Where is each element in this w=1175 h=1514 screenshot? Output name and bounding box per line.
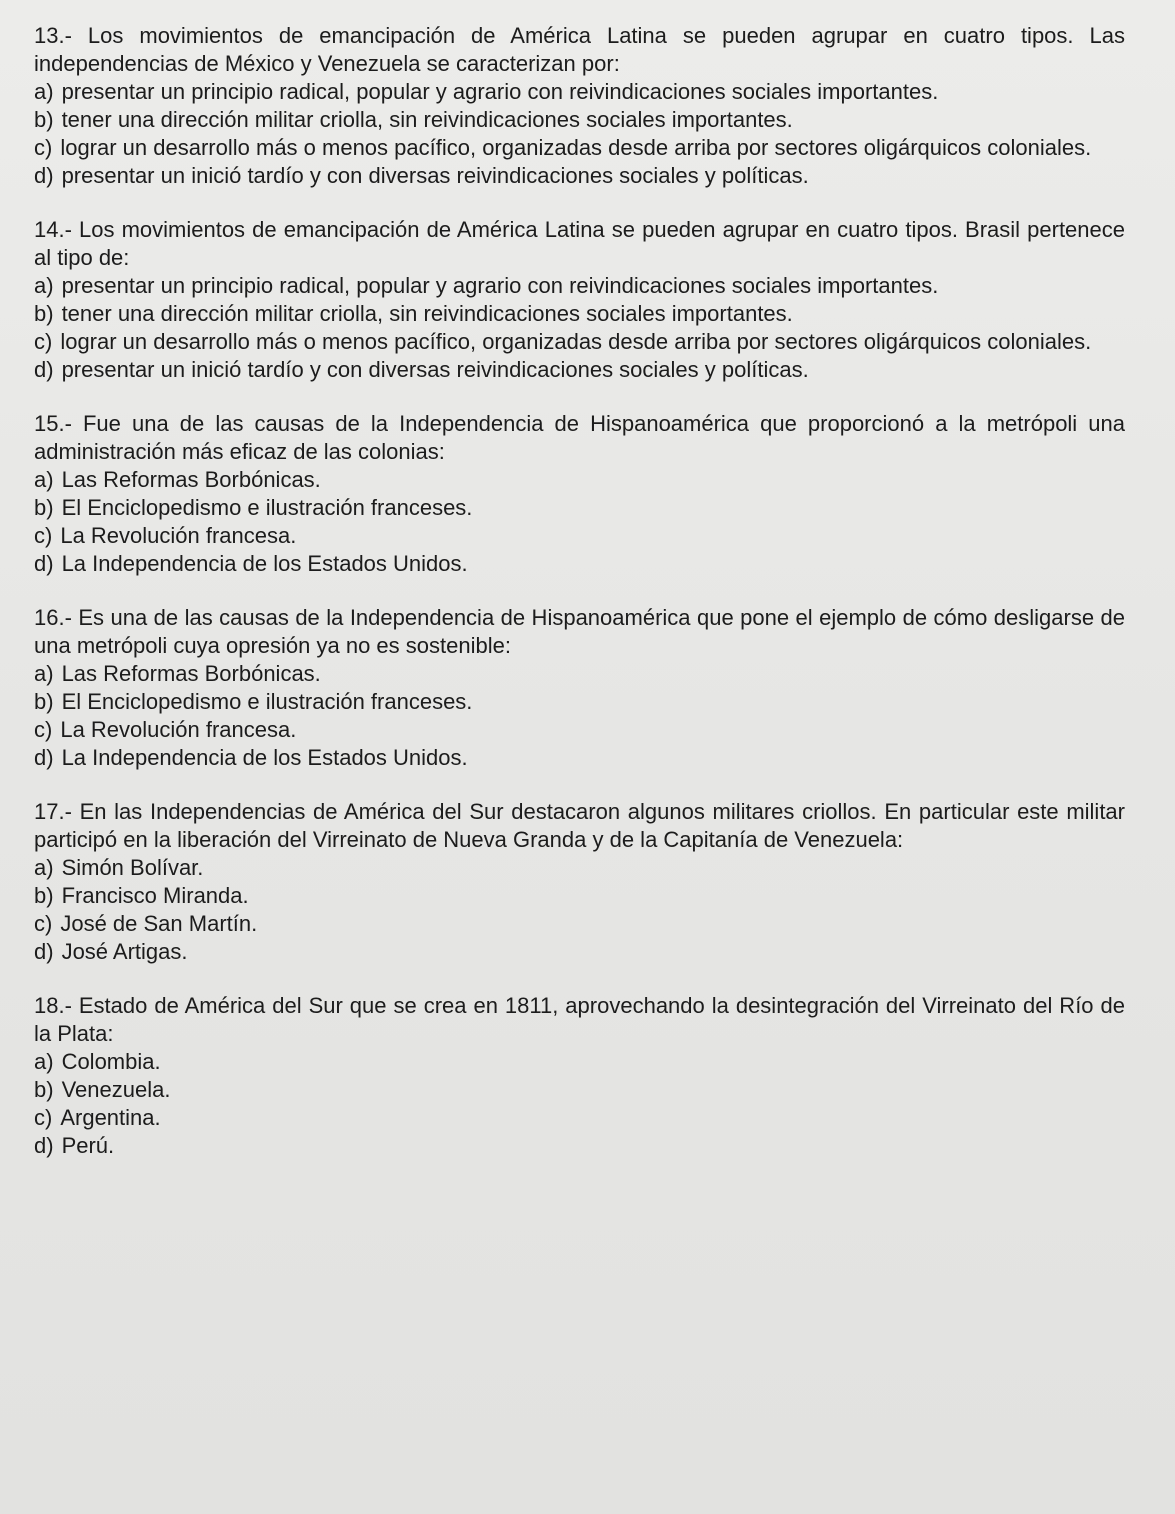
- question-15: [34, 410, 1125, 578]
- option-letter: d): [34, 163, 54, 188]
- option-text: La Revolución francesa.: [60, 717, 297, 742]
- option-letter: c): [34, 523, 53, 548]
- option-text: presentar un principio radical, popular y agrario con reivindicaciones sociales importantes.: [61, 273, 939, 298]
- option-letter: a): [34, 273, 54, 298]
- option-letter: d): [34, 357, 54, 382]
- option-letter: a): [34, 1049, 54, 1074]
- option-text: Perú.: [61, 1133, 115, 1158]
- option-b: [34, 494, 1125, 522]
- option-text: lograr un desarrollo más o menos pacífico, organizadas desde arriba por sectores oligárquicos coloniales.: [60, 329, 1092, 354]
- option-letter: d): [34, 745, 54, 770]
- option-text: Francisco Miranda.: [61, 883, 249, 908]
- option-b: [34, 300, 1125, 328]
- option-a: [34, 78, 1125, 106]
- question-13: [34, 22, 1125, 190]
- option-letter: c): [34, 717, 53, 742]
- question-stem: 13.- Los movimientos de emancipación de América Latina se pueden agrupar en cuatro tipos. Las independencias de México y Venezuela se caracterizan por:: [34, 23, 1125, 76]
- option-d: [34, 550, 1125, 578]
- option-a: [34, 466, 1125, 494]
- option-letter: b): [34, 1077, 54, 1102]
- option-text: presentar un inició tardío y con diversas reivindicaciones sociales y políticas.: [61, 163, 809, 188]
- option-list: [34, 854, 1125, 966]
- option-letter: a): [34, 855, 54, 880]
- question-stem: 15.- Fue una de las causas de la Independencia de Hispanoamérica que proporcionó a la metrópoli una administración más eficaz de las colonias:: [34, 411, 1125, 464]
- question-16: [34, 604, 1125, 772]
- option-c: [34, 716, 1125, 744]
- question-18: [34, 992, 1125, 1160]
- option-text: Argentina.: [60, 1105, 161, 1130]
- option-letter: b): [34, 689, 54, 714]
- option-text: tener una dirección militar criolla, sin reivindicaciones sociales importantes.: [61, 107, 793, 132]
- option-letter: d): [34, 551, 54, 576]
- option-text: José de San Martín.: [60, 911, 258, 936]
- option-a: [34, 272, 1125, 300]
- option-letter: c): [34, 1105, 53, 1130]
- option-letter: b): [34, 301, 54, 326]
- question-stem: 18.- Estado de América del Sur que se crea en 1811, aprovechando la desintegración del Virreinato del Río de la Plata:: [34, 993, 1125, 1046]
- option-b: [34, 1076, 1125, 1104]
- option-a: [34, 1048, 1125, 1076]
- option-c: [34, 328, 1125, 356]
- option-letter: d): [34, 939, 54, 964]
- option-text: tener una dirección militar criolla, sin reivindicaciones sociales importantes.: [61, 301, 793, 326]
- option-text: La Revolución francesa.: [60, 523, 297, 548]
- option-letter: d): [34, 1133, 54, 1158]
- option-letter: a): [34, 467, 54, 492]
- option-b: [34, 882, 1125, 910]
- option-list: [34, 272, 1125, 384]
- question-stem: 14.- Los movimientos de emancipación de América Latina se pueden agrupar en cuatro tipos. Brasil pertenece al tipo de:: [34, 217, 1125, 270]
- option-a: [34, 660, 1125, 688]
- option-text: lograr un desarrollo más o menos pacífico, organizadas desde arriba por sectores oligárquicos coloniales.: [60, 135, 1092, 160]
- option-text: La Independencia de los Estados Unidos.: [61, 745, 468, 770]
- option-letter: c): [34, 329, 53, 354]
- option-letter: a): [34, 661, 54, 686]
- option-d: [34, 938, 1125, 966]
- option-text: José Artigas.: [61, 939, 188, 964]
- option-list: [34, 660, 1125, 772]
- option-text: Venezuela.: [61, 1077, 171, 1102]
- option-letter: b): [34, 495, 54, 520]
- option-letter: b): [34, 883, 54, 908]
- option-text: Simón Bolívar.: [61, 855, 204, 880]
- question-17: [34, 798, 1125, 966]
- option-c: [34, 1104, 1125, 1132]
- option-letter: c): [34, 135, 53, 160]
- option-text: presentar un principio radical, popular y agrario con reivindicaciones sociales importantes.: [61, 79, 939, 104]
- question-stem: 17.- En las Independencias de América del Sur destacaron algunos militares criollos. En particular este militar participó en la liberación del Virreinato de Nueva Granda y de la Capitanía de Venezuela:: [34, 799, 1125, 852]
- option-d: [34, 162, 1125, 190]
- option-text: El Enciclopedismo e ilustración franceses.: [61, 495, 473, 520]
- option-text: presentar un inició tardío y con diversas reivindicaciones sociales y políticas.: [61, 357, 809, 382]
- option-list: [34, 466, 1125, 578]
- option-text: La Independencia de los Estados Unidos.: [61, 551, 468, 576]
- option-a: [34, 854, 1125, 882]
- option-d: [34, 1132, 1125, 1160]
- option-c: [34, 910, 1125, 938]
- option-text: El Enciclopedismo e ilustración franceses.: [61, 689, 473, 714]
- option-d: [34, 356, 1125, 384]
- option-list: [34, 78, 1125, 190]
- option-d: [34, 744, 1125, 772]
- option-text: Las Reformas Borbónicas.: [61, 467, 321, 492]
- option-c: [34, 522, 1125, 550]
- option-letter: c): [34, 911, 53, 936]
- option-list: [34, 1048, 1125, 1160]
- option-c: [34, 134, 1125, 162]
- option-letter: b): [34, 107, 54, 132]
- option-b: [34, 106, 1125, 134]
- option-b: [34, 688, 1125, 716]
- option-text: Las Reformas Borbónicas.: [61, 661, 321, 686]
- question-14: [34, 216, 1125, 384]
- option-letter: a): [34, 79, 54, 104]
- option-text: Colombia.: [61, 1049, 161, 1074]
- question-stem: 16.- Es una de las causas de la Independencia de Hispanoamérica que pone el ejemplo de cómo desligarse de una metrópoli cuya opresión ya no es sostenible:: [34, 605, 1125, 658]
